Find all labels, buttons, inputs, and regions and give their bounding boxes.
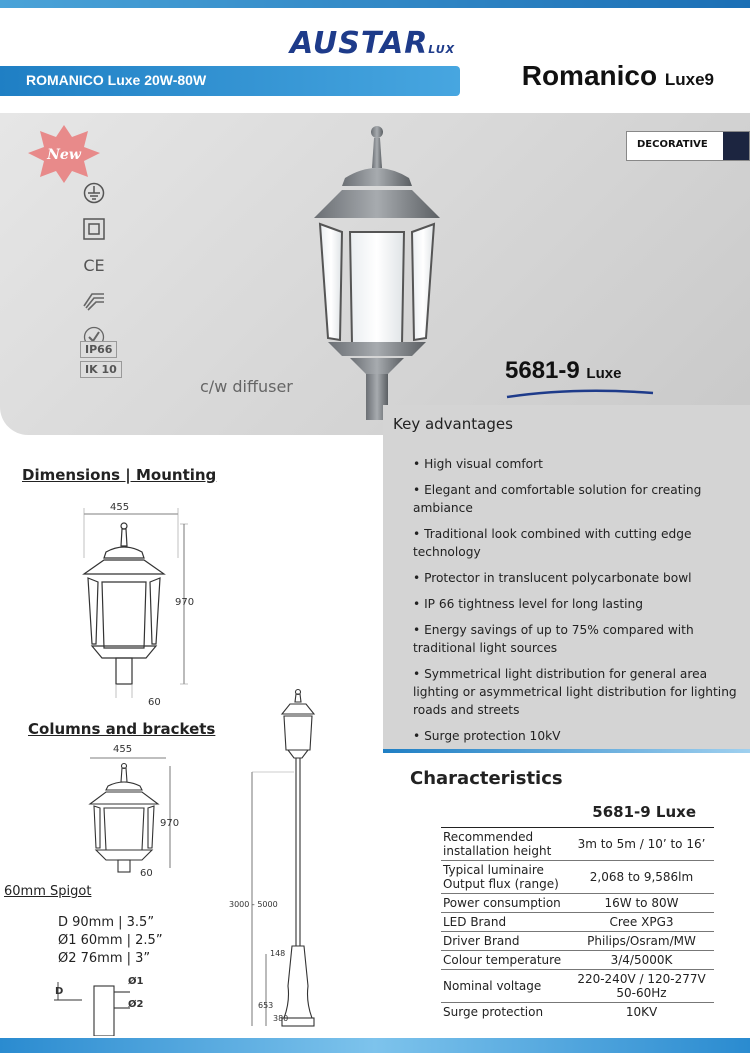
ik-rating-badge: IK 10 [80,361,122,378]
product-range: ROMANICO Luxe 20W-80W [26,72,207,88]
pole-height-label: 3000 - 5000 [229,900,278,909]
header [0,0,750,96]
spigot-dimensions [58,914,163,968]
key-advantages-panel [383,405,750,752]
spigot-label-o2: Ø2 [128,999,144,1010]
advantage-item: • Energy savings of up to 75% compared with traditional light sources [413,623,694,655]
key-advantages-title: Key advantages [393,415,513,433]
advantage-item: • IP 66 tightness level for long lasting [413,597,643,611]
table-row: Power consumption 16W to 80W [441,894,714,913]
spigot-heading: 60mm Spigot [4,884,92,899]
dim-width-label: 455 [110,502,130,513]
table-row: Colour temperature 3/4/5000K [441,951,714,970]
dim-148-label: 148 [270,949,286,958]
product-range-bar [0,66,460,96]
spigot-dim-line: Ø2 76mm | 3” [58,951,151,966]
new-badge [26,123,102,185]
dimensions-heading: Dimensions | Mounting [22,466,217,484]
certification-icon [80,288,108,314]
earth-ground-icon [80,180,108,206]
double-insulation-icon [80,216,108,242]
advantages-list [413,455,743,753]
table-header-model: 5681-9 Luxe [441,803,714,828]
footer-bar [0,1038,750,1053]
dim-380-label: 380 [273,1014,289,1023]
dim-653-label: 653 [258,1001,274,1010]
model-swoosh [505,385,655,401]
advantage-item: • Symmetrical light distribution for general area lighting or asymmetrical light distribution for lighting roads and streets [413,667,737,717]
advantage-item: • High visual comfort [413,457,543,471]
col-height-label: 970 [160,818,180,829]
advantages-accent-bar [383,749,750,753]
spigot-dim-line: D 90mm | 3.5” [58,915,155,930]
col-spigot-label: 60 [140,868,153,879]
lantern-image [300,120,450,420]
characteristics-heading: Characteristics [410,768,563,789]
svg-text:New: New [47,147,81,163]
ce-mark-icon: CE [83,255,105,275]
model-number: 5681-9 Luxe [505,357,622,384]
category-badge: DECORATIVE [626,131,750,161]
spigot-drawing [52,972,172,1036]
spigot-dim-line: Ø1 60mm | 2.5” [58,933,163,948]
col-width-label: 455 [113,744,133,755]
spigot-label-d: D [55,986,64,997]
characteristics-table [441,803,714,1021]
dim-spigot-label: 60 [148,697,161,708]
advantage-item: • Traditional look combined with cutting edge technology [413,527,692,559]
dim-height-label: 970 [175,597,195,608]
table-row: Recommended installation height 3m to 5m / 10’ to 16’ [441,828,714,861]
category-badge-accent [723,132,749,160]
spigot-label-o1: Ø1 [128,976,144,987]
table-row: LED Brand Cree XPG3 [441,913,714,932]
table-row: Surge protection 10KV [443,1005,658,1019]
certification-icons [80,180,110,360]
advantage-item: • Elegant and comfortable solution for creating ambiance [413,483,702,515]
table-row: Nominal voltage 220-240V / 120-277V 50-60Hz [441,970,714,1003]
brand-logo: AUSTARLUX [290,26,456,61]
columns-lantern-drawing [70,752,200,882]
columns-heading: Columns and brackets [28,720,216,738]
top-stripe [0,0,750,8]
advantage-item: • Protector in translucent polycarbonate bowl [413,571,692,585]
pole-drawing [246,686,346,1038]
page-title: Romanico Luxe9 [521,60,714,91]
ip-rating-badge: IP66 [80,341,117,358]
diffuser-note: c/w diffuser [200,377,293,396]
table-row: Driver Brand Philips/Osram/MW [441,932,714,951]
table-row: Typical luminaire Output flux (range) 2,068 to 9,586lm [441,861,714,894]
advantage-item: • Surge protection 10kV [413,729,561,743]
